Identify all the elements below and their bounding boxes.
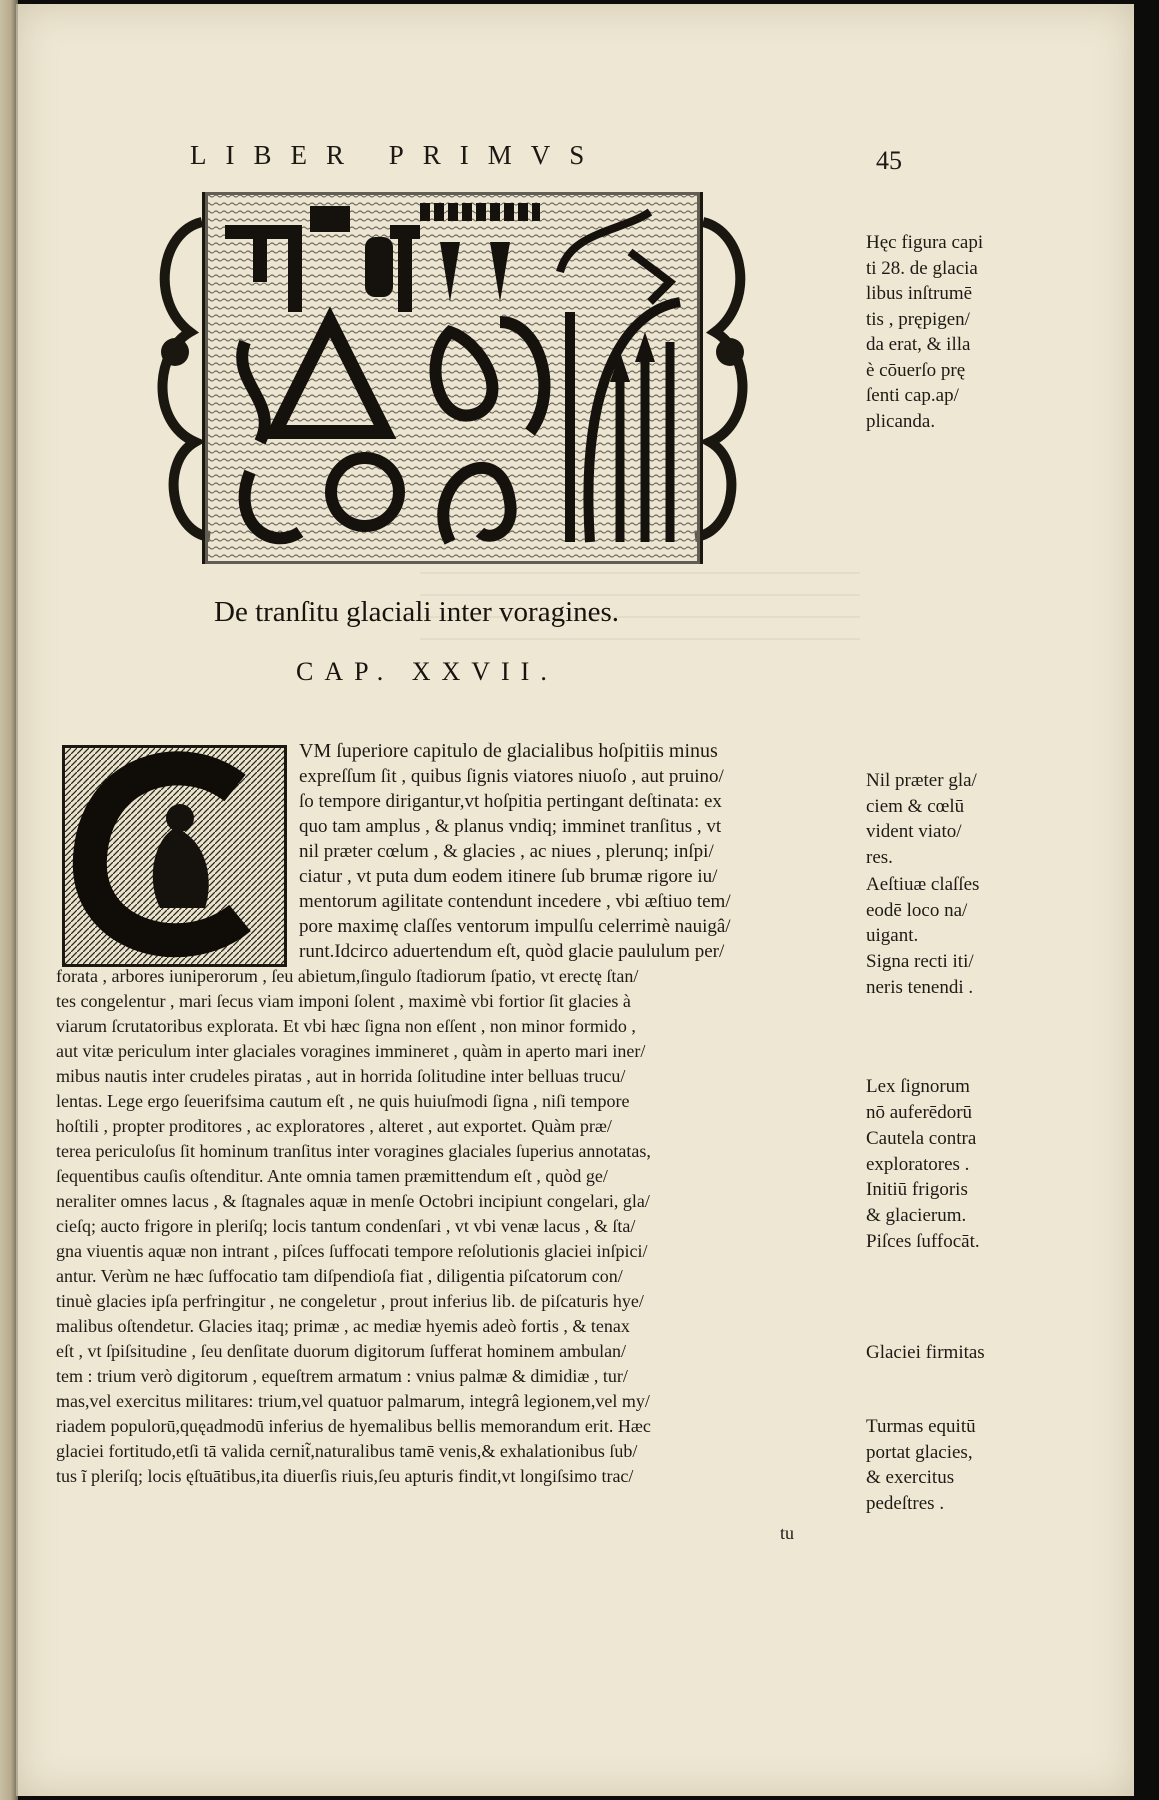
note-line: portat glacies, (866, 1441, 973, 1463)
text-line: gna viuentis aquæ non intrant , piſces ſuffocati tempore reſolutionis glaciei inſpici/ (56, 1241, 648, 1261)
running-header (190, 140, 603, 171)
text-line: quo tam amplus , & planus vndiq; imminet tranſitus , vt (299, 816, 722, 837)
text-line: eſt , vt ſpiſsitudine , ſeu denſitate duorum digitorum ſufferat hominem ambulan/ (56, 1341, 627, 1361)
decorated-initial-c (62, 745, 287, 967)
note-line: eodē loco na/ (866, 899, 968, 921)
folio-number: 45 (876, 146, 902, 175)
note-line: pedeſtres . (866, 1492, 945, 1514)
side-note-lex (866, 1074, 972, 1125)
text-line: mibus nautis inter crudeles piratas , aut in horrida ſolitudine inter belluas trucu/ (56, 1066, 626, 1086)
text-line: pore maximę claſſes ventorum impulſu celerrimè nauigâ/ (299, 916, 731, 937)
text-line: tem : trium verò digitorum , equeſtrem armatum : vnius palmæ & dimidiæ , tur/ (56, 1366, 628, 1386)
note-line: plicanda. (866, 410, 936, 432)
note-line: Signa recti iti/ (866, 951, 974, 972)
side-note-glaciei (866, 1340, 985, 1366)
text-line: neraliter omnes lacus , & ſtagnales aquæ in menſe Octobri incipiunt congelari, gla/ (56, 1191, 650, 1211)
text-line: mentorum agilitate contendunt incedere , vbi æſtiuo tem/ (299, 891, 731, 912)
text-line: tes congelentur , mari ſecus viam imponi ſolent , maximè vbi fortior ſit glacies à (56, 991, 631, 1011)
note-line: & exercitus (866, 1467, 955, 1488)
note-line: & glacierum. (866, 1204, 967, 1226)
note-line: ti 28. de glacia (866, 257, 978, 279)
chapter-title: De tranſitu glaciali inter voragines. (214, 596, 620, 628)
text-line: cieſq; aucto frigore in pleriſq; locis tantum condenſari , vt vbi venæ lacus , & ſta/ (56, 1216, 636, 1236)
note-line: Lex ſignorum (866, 1076, 970, 1097)
text-line: tus ĩ pleriſq; locis ęſtuātibus,ita diuerſis riuis,ſeu apturis findit,vt longiſsimo trac/ (56, 1466, 634, 1486)
running-title: LIBER PRIMVS (190, 140, 604, 170)
text-line: tinuè glacies ipſa perfringitur , ne congeletur , prout inferius lib. de piſcaturis hye/ (56, 1291, 644, 1311)
chapter-number: CAP. XXVII. (296, 657, 558, 686)
side-note-nil-praeter (866, 768, 977, 870)
note-line: Aeſtiuæ claſſes (866, 874, 980, 895)
text-line: VM ſuperiore capitulo de glacialibus hoſpitiis minus (299, 740, 718, 762)
gutter-rule (16, 4, 18, 1796)
note-line: Turmas equitū (866, 1416, 976, 1437)
text-line: forata , arbores iuniperorum , ſeu abietum,ſingulo ſtadiorum ſpatio, vt erectę ſtan/ (56, 966, 639, 986)
text-line: viarum ſcrutatoribus explorata. Et vbi hæc ſigna non eſſent , non minor formido , (56, 1016, 636, 1036)
note-line: res. (866, 846, 893, 868)
side-note-turmas (866, 1414, 976, 1516)
text-line: antur. Verùm ne hæc ſuffocatio tam diſpendioſa fiat , diligentia piſcatorum con/ (56, 1266, 623, 1286)
note-line: uigant. (866, 925, 919, 946)
note-line: tis , prępigen/ (866, 308, 970, 330)
side-note-initium (866, 1177, 968, 1228)
text-line: ſequentibus cauſis oſtenditur. Ante omnia tamen præmittendum eſt , quòd ge/ (56, 1166, 608, 1186)
side-note-cautela (866, 1126, 976, 1177)
woodcut-ice-tools-illustration (150, 192, 755, 564)
note-line: exploratores . (866, 1153, 970, 1175)
note-line: Piſces ſuffocāt. (866, 1231, 980, 1252)
side-note-aestiuae (866, 872, 979, 949)
side-note-signa (866, 949, 974, 1000)
side-note-figure (866, 230, 983, 434)
note-line: ciem & cœlū (866, 795, 965, 817)
note-line: ſenti cap.ap/ (866, 385, 959, 406)
note-line: è cōuerſo prę (866, 359, 966, 381)
text-line: expreſſum ſit , quibus ſignis viatores niuoſo , aut pruino/ (299, 766, 724, 787)
text-line: malibus oſtendetur. Glacies itaq; primæ , ac mediæ hyemis adeò fortis , & tenax (56, 1316, 630, 1336)
text-line: runt.Idcirco aduertendum eſt, quòd glacie paululum per/ (299, 941, 725, 962)
note-line: libus inſtrumē (866, 283, 973, 304)
text-line: ciatur , vt puta dum eodem itinere ſub brumæ rigore iu/ (299, 866, 718, 887)
text-line: nil præter cœlum , & glacies , ac niues , plerunq; inſpi/ (299, 841, 714, 862)
text-line: terea periculoſus ſit hominum tranſitus inter voragines glaciales ſuperius annotatas, (56, 1141, 651, 1161)
side-note-pisces (866, 1229, 980, 1255)
note-line: Hęc figura capi (866, 232, 984, 253)
note-line: Glaciei firmitas (866, 1342, 985, 1363)
text-line: mas,vel exercitus militares: trium,vel quatuor palmarum, integrâ legionem,vel my/ (56, 1391, 650, 1411)
text-line: ſo tempore dirigantur,vt hoſpitia pertingant deſtinata: ex (299, 791, 722, 812)
text-line: lentas. Lege ergo ſeuerifsima cautum eſt , ne quis huiuſmodi ſigna , niſi tempore (56, 1091, 630, 1111)
text-line: glaciei fortitudo,etſi tā valida cernit̃,naturalibus tamē venis,& exhalationibus ſub/ (56, 1441, 638, 1461)
note-line: Cautela contra (866, 1128, 977, 1149)
note-line: neris tenendi . (866, 976, 974, 998)
note-line: vident viato/ (866, 821, 962, 842)
note-line: nō auferēdorū (866, 1101, 973, 1123)
note-line: da erat, & illa (866, 334, 971, 355)
text-line: riadem populorū,quęadmodū inferius de hyemalibus bellis memorandum erit. Hæc (56, 1416, 651, 1436)
catchword: tu (780, 1523, 795, 1543)
note-line: Initiū frigoris (866, 1179, 968, 1200)
text-line: hoſtili , propter proditores , ac exploratores , alteret , aut exportet. Quàm præ/ (56, 1116, 612, 1136)
text-line: aut vitæ periculum inter glaciales voragines immineret , quàm in aperto mari iner/ (56, 1041, 646, 1061)
note-line: Nil præter gla/ (866, 770, 977, 791)
